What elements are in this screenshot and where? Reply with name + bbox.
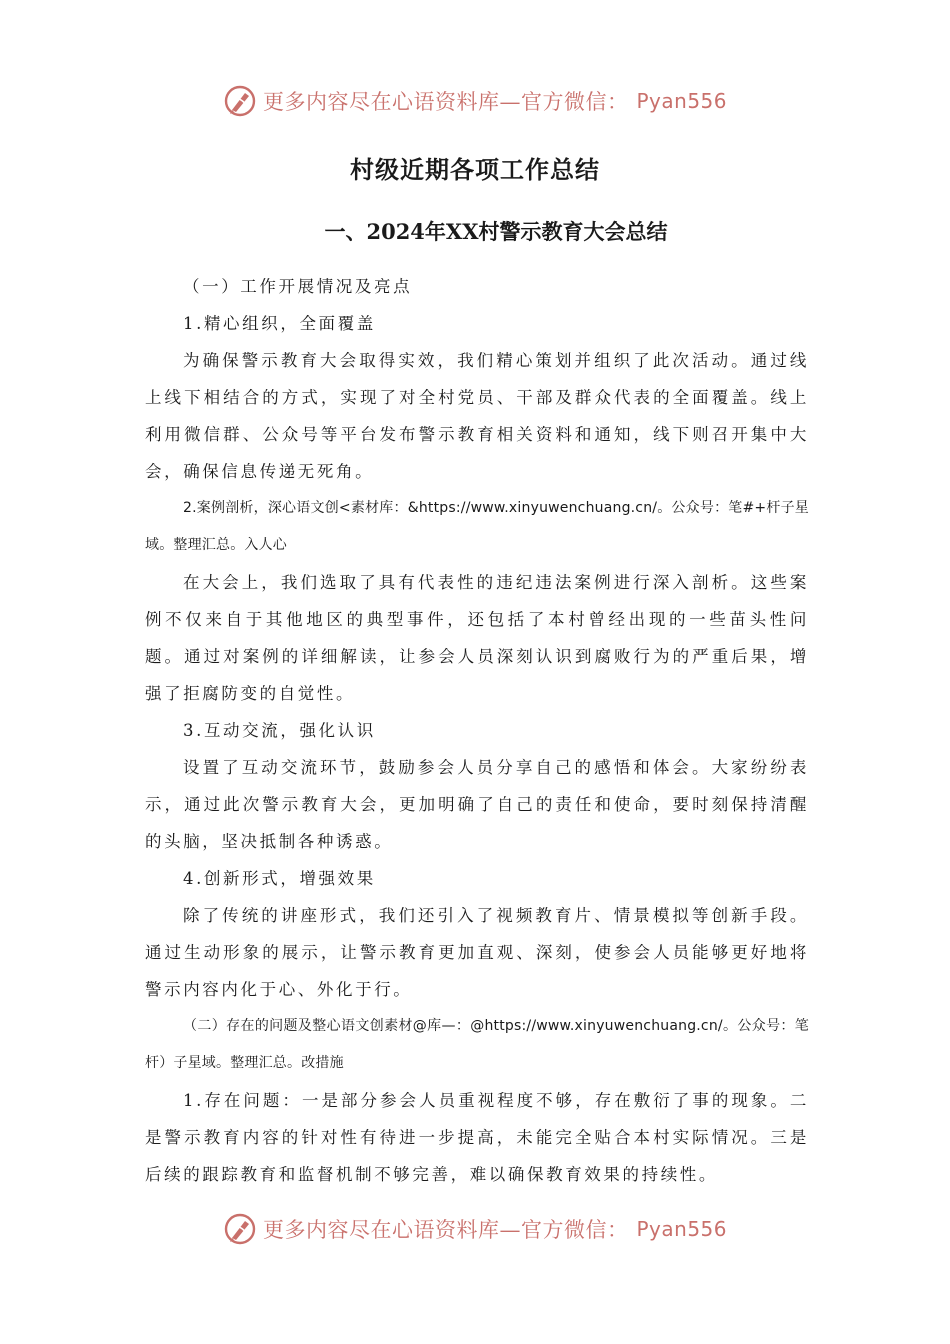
subheading-work-status: （一）工作开展情况及亮点	[183, 277, 413, 296]
item-heading-innovation: 4.创新形式，增强效果	[183, 869, 376, 888]
paragraph-case-analysis: 在大会上，我们选取了具有代表性的违纪违法案例进行深入剖析。这些案例不仅来自于其他地区的典型事件，还包括了本村曾经出现的一些苗头性问题。通过对案例的详细解读，让参会人员深刻认识到腐败行为的严重后果，增强了拒腐防变的自觉性。	[145, 573, 809, 703]
paragraph-innovation: 除了传统的讲座形式，我们还引入了视频教育片、情景模拟等创新手段。通过生动形象的展示，让警示教育更加直观、深刻，使参会人员能够更好地将警示内容内化于心、外化于行。	[145, 906, 809, 999]
pen-logo-icon	[223, 84, 257, 118]
pen-logo-icon	[223, 1212, 257, 1246]
paragraph-interaction: 设置了互动交流环节，鼓励参会人员分享自己的感悟和体会。大家纷纷表示，通过此次警示教育大会，更加明确了自己的责任和使命，要时刻保持清醒的头脑，坚决抵制各种诱惑。	[145, 758, 809, 851]
document-body	[145, 268, 809, 1193]
item-heading-organize: 1.精心组织，全面覆盖	[183, 314, 376, 333]
section-title: 一、2024年XX村警示教育大会总结	[324, 219, 668, 244]
item-heading-case-analysis: 2.案例剖析，深心语文创<素材库：&https://www.xinyuwenchuang.cn/。公众号：笔#+杆子星域。整理汇总。入人心	[145, 500, 809, 553]
paragraph-organize: 为确保警示教育大会取得实效，我们精心策划并组织了此次活动。通过线上线下相结合的方式，实现了对全村党员、干部及群众代表的全面覆盖。线上利用微信群、公众号等平台发布警示教育相关资料和通知，线下则召开集中大会，确保信息传递无死角。	[145, 351, 809, 481]
watermark-text: 更多内容尽在心语资料库—官方微信：	[262, 90, 629, 114]
watermark-wechat-id: Pyan556	[636, 89, 727, 113]
watermark-text: 更多内容尽在心语资料库—官方微信：	[262, 1218, 629, 1242]
watermark-header	[0, 84, 950, 118]
document-title: 村级近期各项工作总结	[350, 155, 600, 184]
watermark-footer	[0, 1212, 950, 1246]
watermark-wechat-id: Pyan556	[636, 1217, 727, 1241]
item-heading-interaction: 3.互动交流，强化认识	[183, 721, 376, 740]
subheading-problems: （二）存在的问题及整心语文创素材@库—：@https://www.xinyuwenchuang.cn/。公众号：笔杆）子星域。整理汇总。改措施	[145, 1018, 809, 1071]
paragraph-problems: 1.存在问题：一是部分参会人员重视程度不够，存在敷衍了事的现象。二是警示教育内容的针对性有待进一步提高，未能完全贴合本村实际情况。三是后续的跟踪教育和监督机制不够完善，难以确保教育效果的持续性。	[145, 1091, 809, 1184]
